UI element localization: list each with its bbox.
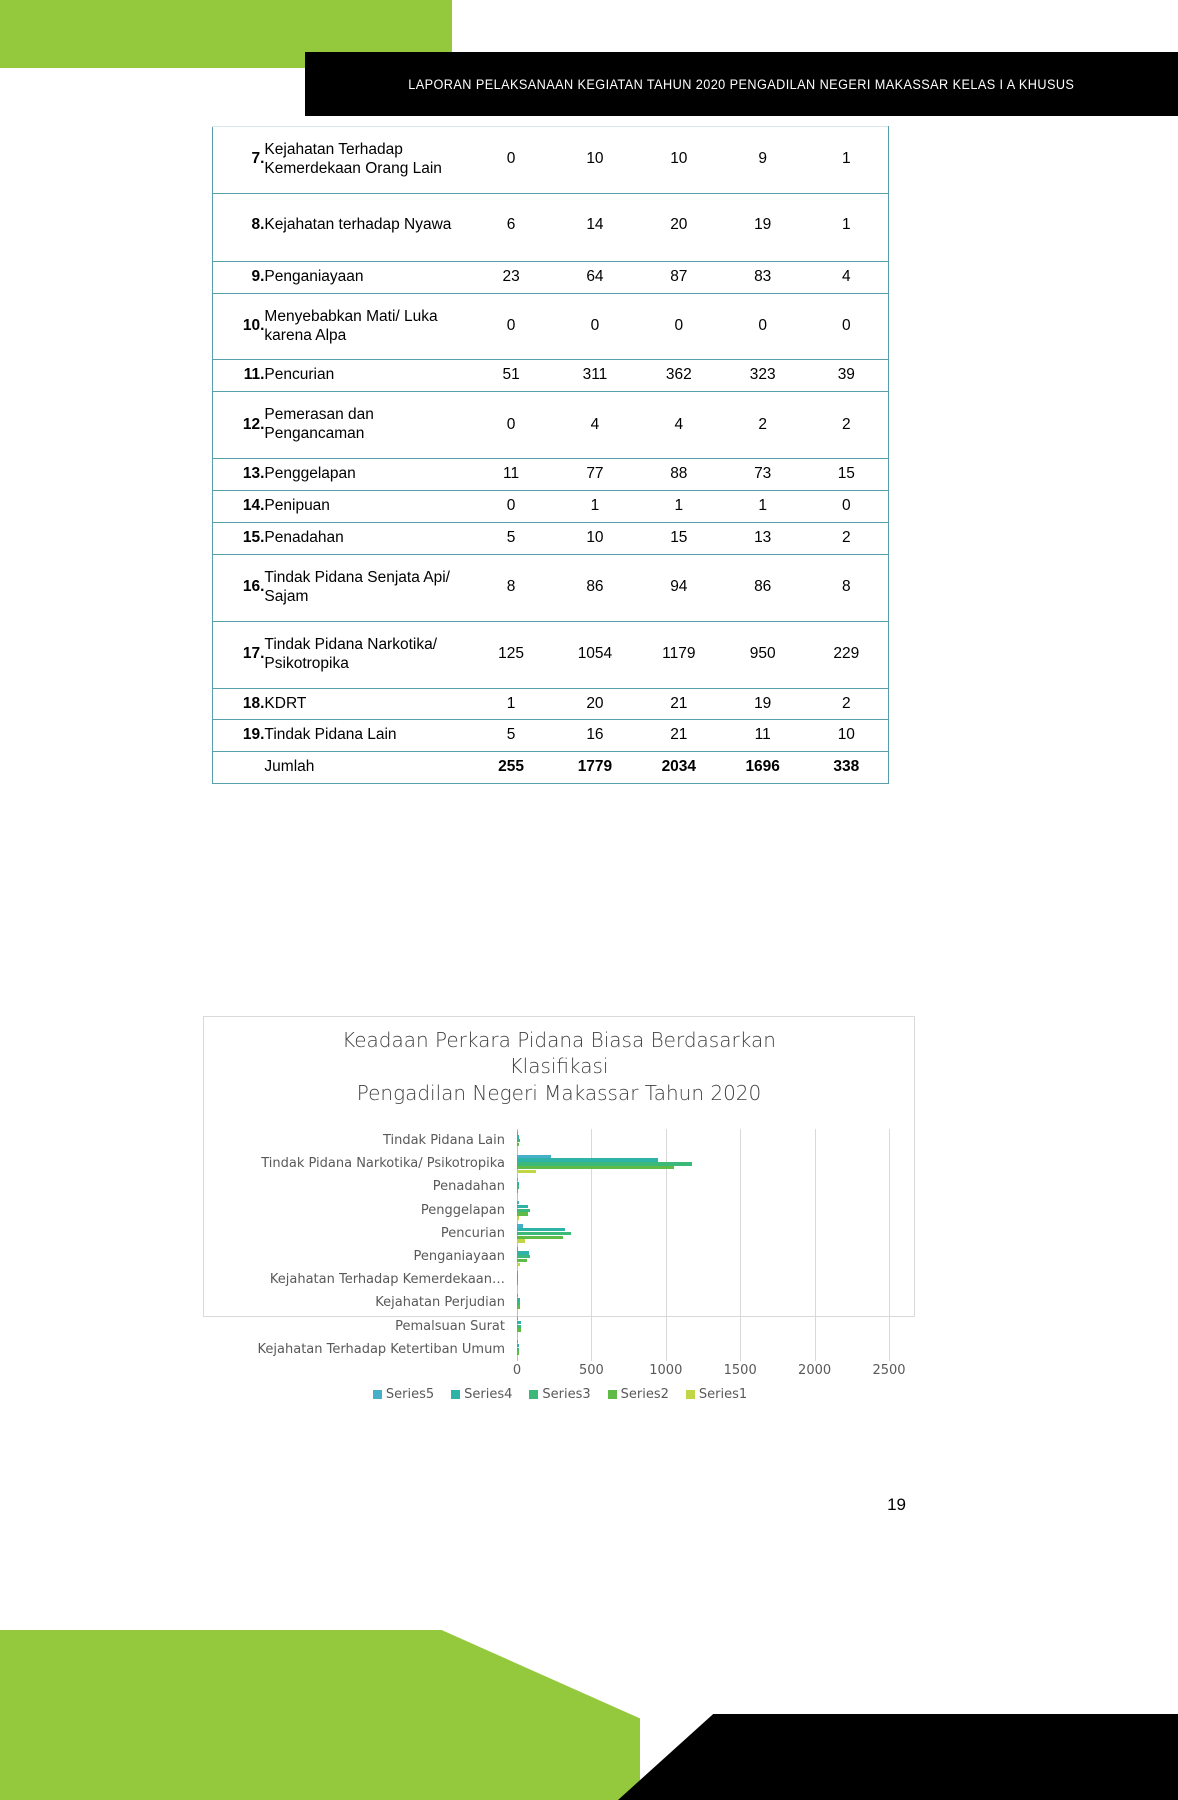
row-value: 10 xyxy=(553,127,637,194)
row-number: 19. xyxy=(213,720,265,752)
row-value: 83 xyxy=(721,261,805,293)
row-value: 9 xyxy=(721,127,805,194)
chart-x-tick-label: 1500 xyxy=(723,1363,757,1378)
chart-category-label: Pencurian xyxy=(440,1225,505,1241)
criminal-case-table-container xyxy=(212,126,889,784)
total-row-value: 2034 xyxy=(637,752,721,784)
chart-legend-item[interactable] xyxy=(373,1387,434,1402)
row-value: 4 xyxy=(805,261,889,293)
row-value: 2 xyxy=(805,522,889,554)
row-value: 51 xyxy=(469,360,553,392)
chart-category-group xyxy=(517,1199,889,1222)
chart-category-label: Kejahatan Terhadap Kemerdekaan… xyxy=(269,1272,505,1288)
chart-gridline xyxy=(889,1129,890,1361)
row-value: 1 xyxy=(805,127,889,194)
table-row xyxy=(213,720,889,752)
chart-x-tick-label: 2000 xyxy=(798,1363,832,1378)
row-value: 1 xyxy=(637,491,721,523)
chart-bar xyxy=(517,1286,518,1289)
chart-legend-label: Series3 xyxy=(542,1387,591,1402)
row-value: 6 xyxy=(469,193,553,261)
chart-legend-label: Series4 xyxy=(464,1387,513,1402)
row-value: 64 xyxy=(553,261,637,293)
header-title: LAPORAN PELAKSANAAN KEGIATAN TAHUN 2020 PENGADILAN NEGERI MAKASSAR KELAS I A KHUSUS xyxy=(408,76,1075,92)
row-label: Tindak Pidana Narkotika/ Psikotropika xyxy=(264,621,469,688)
bottom-green-shape xyxy=(0,1630,640,1800)
row-value: 94 xyxy=(637,554,721,621)
row-value: 16 xyxy=(553,720,637,752)
table-row xyxy=(213,522,889,554)
row-value: 125 xyxy=(469,621,553,688)
row-value: 0 xyxy=(469,392,553,459)
row-label: Penadahan xyxy=(264,522,469,554)
chart-legend xyxy=(204,1387,916,1402)
row-value: 0 xyxy=(553,293,637,360)
row-value: 0 xyxy=(469,491,553,523)
classification-bar-chart xyxy=(203,1016,915,1402)
row-number: 14. xyxy=(213,491,265,523)
row-value: 21 xyxy=(637,688,721,720)
table-row xyxy=(213,360,889,392)
total-row-value: 1696 xyxy=(721,752,805,784)
row-value: 0 xyxy=(721,293,805,360)
row-value: 11 xyxy=(469,459,553,491)
row-value: 1 xyxy=(469,688,553,720)
chart-bar xyxy=(517,1239,525,1242)
chart-legend-label: Series1 xyxy=(698,1387,748,1402)
chart-bar xyxy=(517,1193,518,1196)
chart-bar xyxy=(517,1166,674,1169)
total-row-number xyxy=(213,752,265,784)
chart-title-line-1: Keadaan Perkara Pidana Biasa Berdasarkan xyxy=(342,1028,776,1052)
row-label: Penggelapan xyxy=(264,459,469,491)
chart-category-group xyxy=(517,1152,889,1175)
row-value: 0 xyxy=(469,127,553,194)
row-value: 19 xyxy=(721,193,805,261)
chart-bar xyxy=(517,1170,536,1173)
chart-bar xyxy=(517,1263,520,1266)
chart-legend-label: Series2 xyxy=(620,1387,669,1402)
chart-category-label: Pemalsuan Surat xyxy=(395,1318,505,1334)
chart-x-tick-label: 0 xyxy=(512,1363,522,1378)
chart-legend-label: Series5 xyxy=(385,1387,435,1402)
row-value: 8 xyxy=(469,554,553,621)
row-value: 13 xyxy=(721,522,805,554)
row-number: 15. xyxy=(213,522,265,554)
chart-plot-area xyxy=(204,1129,916,1402)
table-row xyxy=(213,392,889,459)
row-value: 77 xyxy=(553,459,637,491)
row-number: 17. xyxy=(213,621,265,688)
chart-category-label: Penggelapan xyxy=(420,1202,505,1218)
row-label: KDRT xyxy=(264,688,469,720)
page-header-banner xyxy=(305,52,1178,116)
page-number: 19 xyxy=(887,1495,906,1514)
table-row xyxy=(213,293,889,360)
chart-title-line-3: Pengadilan Negeri Makassar Tahun 2020 xyxy=(356,1080,762,1105)
row-label: Tindak Pidana Senjata Api/ Sajam xyxy=(264,554,469,621)
row-number: 11. xyxy=(213,360,265,392)
chart-category-label: Penganiayaan xyxy=(413,1248,505,1264)
criminal-case-table xyxy=(212,126,889,784)
chart-bar xyxy=(517,1216,519,1219)
chart-category-group xyxy=(517,1129,889,1152)
chart-category-group xyxy=(517,1245,889,1268)
chart-category-label: Tindak Pidana Lain xyxy=(382,1133,505,1148)
row-number: 16. xyxy=(213,554,265,621)
row-value: 19 xyxy=(721,688,805,720)
chart-category-axis-labels xyxy=(204,1129,511,1361)
chart-category-group xyxy=(517,1222,889,1245)
row-value: 2 xyxy=(805,392,889,459)
row-value: 0 xyxy=(805,293,889,360)
table-row xyxy=(213,621,889,688)
chart-category-group xyxy=(517,1338,889,1361)
chart-legend-swatch-icon xyxy=(686,1390,695,1399)
row-value: 311 xyxy=(553,360,637,392)
chart-bar xyxy=(517,1355,518,1358)
row-value: 229 xyxy=(805,621,889,688)
chart-legend-swatch-icon xyxy=(608,1390,617,1399)
chart-legend-item[interactable] xyxy=(686,1387,747,1402)
row-number: 13. xyxy=(213,459,265,491)
row-label: Penganiayaan xyxy=(264,261,469,293)
total-row-value: 255 xyxy=(469,752,553,784)
row-value: 2 xyxy=(805,688,889,720)
row-value: 1179 xyxy=(637,621,721,688)
chart-category-label: Kejahatan Perjudian xyxy=(375,1295,505,1311)
row-number: 8. xyxy=(213,193,265,261)
row-value: 86 xyxy=(553,554,637,621)
row-value: 0 xyxy=(469,293,553,360)
table-row xyxy=(213,554,889,621)
chart-title xyxy=(204,1017,914,1106)
chart-category-label: Kejahatan Terhadap Ketertiban Umum xyxy=(257,1341,505,1357)
chart-title-line-2: Klasifikasi xyxy=(509,1054,609,1079)
total-row-value: 1779 xyxy=(553,752,637,784)
row-value: 2 xyxy=(721,392,805,459)
chart-legend-item[interactable] xyxy=(608,1387,669,1402)
row-value: 73 xyxy=(721,459,805,491)
chart-category-label: Penadahan xyxy=(432,1179,505,1195)
row-value: 0 xyxy=(637,293,721,360)
table-total-row xyxy=(213,752,889,784)
chart-bar xyxy=(517,1147,518,1150)
chart-value-axis-ticks xyxy=(512,1363,906,1383)
chart-legend-item[interactable] xyxy=(451,1387,512,1402)
chart-bars-area xyxy=(517,1129,889,1361)
row-value: 14 xyxy=(553,193,637,261)
chart-x-tick-label: 500 xyxy=(578,1363,604,1378)
row-value: 15 xyxy=(805,459,889,491)
row-number: 12. xyxy=(213,392,265,459)
row-value: 11 xyxy=(721,720,805,752)
table-row xyxy=(213,491,889,523)
chart-category-group xyxy=(517,1175,889,1198)
row-value: 15 xyxy=(637,522,721,554)
chart-category-group xyxy=(517,1315,889,1338)
row-value: 39 xyxy=(805,360,889,392)
bottom-black-shape xyxy=(618,1714,1178,1800)
chart-category-group xyxy=(517,1291,889,1314)
row-value: 1054 xyxy=(553,621,637,688)
table-row xyxy=(213,688,889,720)
row-number: 10. xyxy=(213,293,265,360)
chart-bar xyxy=(517,1309,518,1312)
table-row xyxy=(213,261,889,293)
chart-category-group xyxy=(517,1268,889,1291)
total-row-label: Jumlah xyxy=(264,752,469,784)
row-number: 18. xyxy=(213,688,265,720)
row-value: 20 xyxy=(637,193,721,261)
row-value: 5 xyxy=(469,720,553,752)
row-value: 5 xyxy=(469,522,553,554)
table-row xyxy=(213,459,889,491)
chart-x-tick-label: 1000 xyxy=(649,1363,683,1378)
row-value: 20 xyxy=(553,688,637,720)
row-label: Pemerasan dan Pengancaman xyxy=(264,392,469,459)
row-value: 4 xyxy=(553,392,637,459)
row-value: 21 xyxy=(637,720,721,752)
row-value: 1 xyxy=(805,193,889,261)
table-row xyxy=(213,193,889,261)
chart-legend-item[interactable] xyxy=(529,1387,590,1402)
row-label: Penipuan xyxy=(264,491,469,523)
chart-category-label: Tindak Pidana Narkotika/ Psikotropika xyxy=(261,1156,505,1172)
table-row xyxy=(213,127,889,194)
row-value: 10 xyxy=(553,522,637,554)
chart-legend-swatch-icon xyxy=(451,1390,460,1399)
row-value: 323 xyxy=(721,360,805,392)
row-value: 8 xyxy=(805,554,889,621)
row-label: Kejahatan Terhadap Kemerdekaan Orang Lain xyxy=(264,127,469,194)
chart-x-tick-label: 2500 xyxy=(872,1363,906,1378)
chart-legend-swatch-icon xyxy=(529,1390,538,1399)
row-value: 0 xyxy=(805,491,889,523)
row-value: 88 xyxy=(637,459,721,491)
total-row-value: 338 xyxy=(805,752,889,784)
chart-legend-swatch-icon xyxy=(373,1390,382,1399)
row-value: 23 xyxy=(469,261,553,293)
row-value: 1 xyxy=(553,491,637,523)
row-number: 7. xyxy=(213,127,265,194)
row-value: 87 xyxy=(637,261,721,293)
row-number: 9. xyxy=(213,261,265,293)
row-value: 4 xyxy=(637,392,721,459)
chart-bar xyxy=(517,1332,518,1335)
row-label: Pencurian xyxy=(264,360,469,392)
row-value: 10 xyxy=(805,720,889,752)
row-label: Tindak Pidana Lain xyxy=(264,720,469,752)
row-value: 86 xyxy=(721,554,805,621)
chart-bar xyxy=(517,1212,528,1215)
row-value: 950 xyxy=(721,621,805,688)
row-value: 362 xyxy=(637,360,721,392)
row-value: 1 xyxy=(721,491,805,523)
row-label: Kejahatan terhadap Nyawa xyxy=(264,193,469,261)
row-value: 10 xyxy=(637,127,721,194)
row-label: Menyebabkan Mati/ Luka karena Alpa xyxy=(264,293,469,360)
